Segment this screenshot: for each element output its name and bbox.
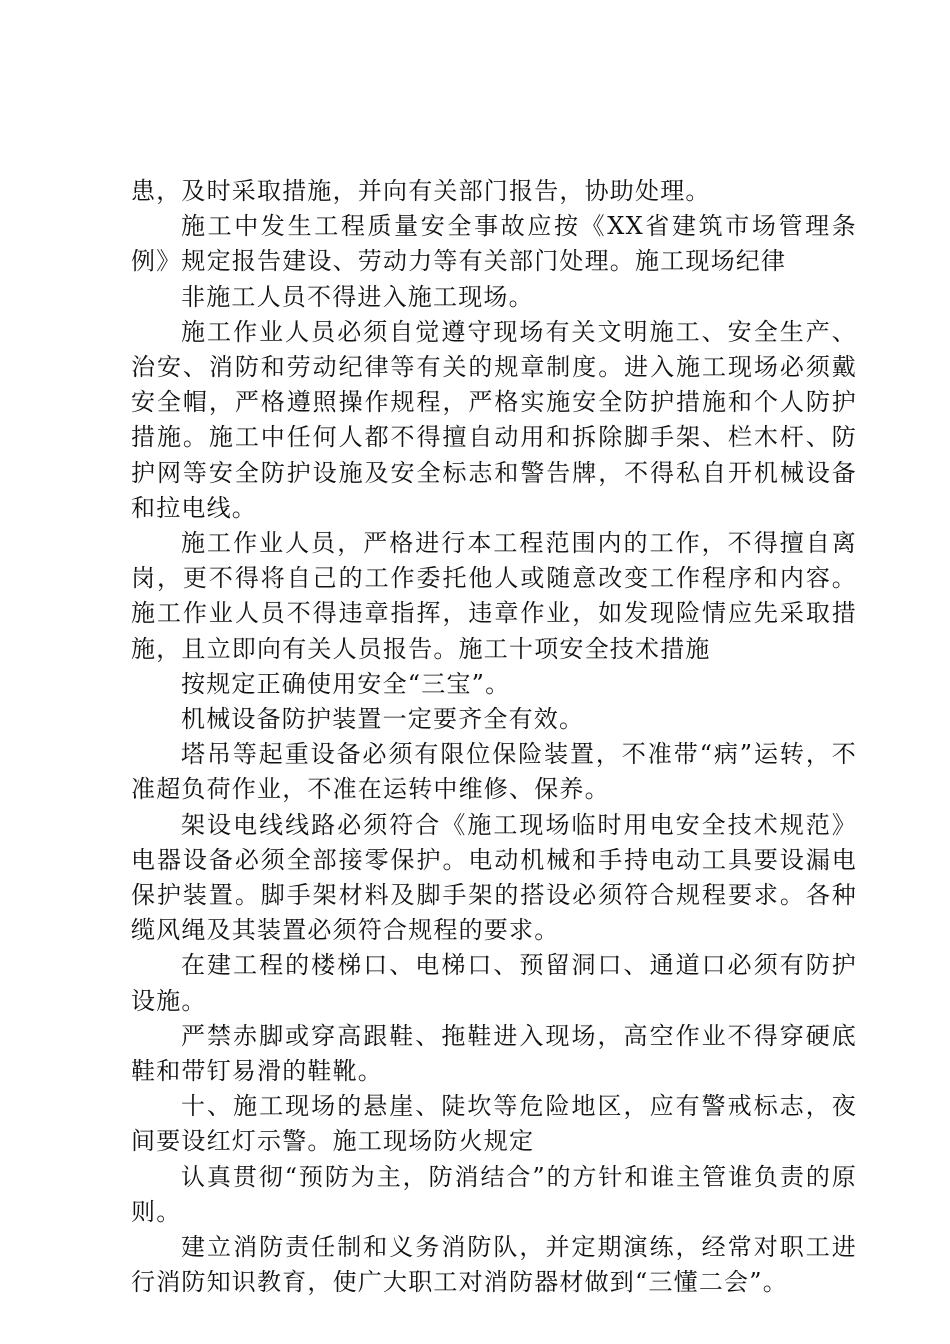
paragraph-5: 施工作业人员，严格进行本工程范围内的工作，不得擅自离岗，更不得将自己的工作委托他人或随意改变工作程序和内容。施工作业人员不得违章指挥，违章作业，如发现险情应先采取措施，且立即向有关人员报告。施工十项安全技术措施 (131, 529, 857, 663)
paragraph-1: 患，及时采取措施，并向有关部门报告，协助处理。 (131, 177, 711, 205)
paragraph-11: 严禁赤脚或穿高跟鞋、拖鞋进入现场，高空作业不得穿硬底鞋和带钉易滑的鞋靴。 (131, 1021, 857, 1086)
paragraph-8: 塔吊等起重设备必须有限位保险装置，不准带“病”运转，不准超负荷作业，不准在运转中维修、保养。 (131, 740, 857, 804)
paragraph-3: 非施工人员不得进入施工现场。 (181, 282, 534, 311)
paragraph-6: 按规定正确使用安全“三宝”。 (181, 669, 511, 698)
paragraph-9: 架设电线线路必须符合《施工现场临时用电安全技术规范》电器设备必须全部接零保护。电动机械和手持电动工具要设漏电保护装置。脚手架材料及脚手架的搭设必须符合规程要求。各种缆风绳及其装置必须符合规程的要求。 (131, 810, 857, 945)
paragraph-14: 建立消防责任制和义务消防队，并定期演练，经常对职工进行消防知识教育，使广大职工对消防器材做到“三懂二会”。 (131, 1233, 857, 1297)
document-body (131, 174, 857, 1301)
paragraph-13: 认真贯彻“预防为主，防消结合”的方针和谁主管谁负责的原则。 (131, 1162, 857, 1226)
paragraph-12: 十、施工现场的悬崖、陡坎等危险地区，应有警戒标志，夜间要设红灯示警。施工现场防火规定 (131, 1092, 857, 1156)
paragraph-4: 施工作业人员必须自觉遵守现场有关文明施工、安全生产、治安、消防和劳动纪律等有关的规章制度。进入施工现场必须戴安全帽，严格遵照操作规程，严格实施安全防护措施和个人防护措施。施工中任何人都不得擅自动用和拆除脚手架、栏木杆、防护网等安全防护设施及安全标志和警告牌，不得私自开机械设备和拉电线。 (131, 317, 857, 522)
paragraph-2: 施工中发生工程质量安全事故应按《XX省建筑市场管理条例》规定报告建设、劳动力等有关部门处理。施工现场纪律 (131, 212, 857, 276)
paragraph-7: 机械设备防护装置一定要齐全有效。 (181, 705, 585, 734)
paragraph-10: 在建工程的楼梯口、电梯口、预留洞口、通道口必须有防护设施。 (131, 951, 857, 1015)
